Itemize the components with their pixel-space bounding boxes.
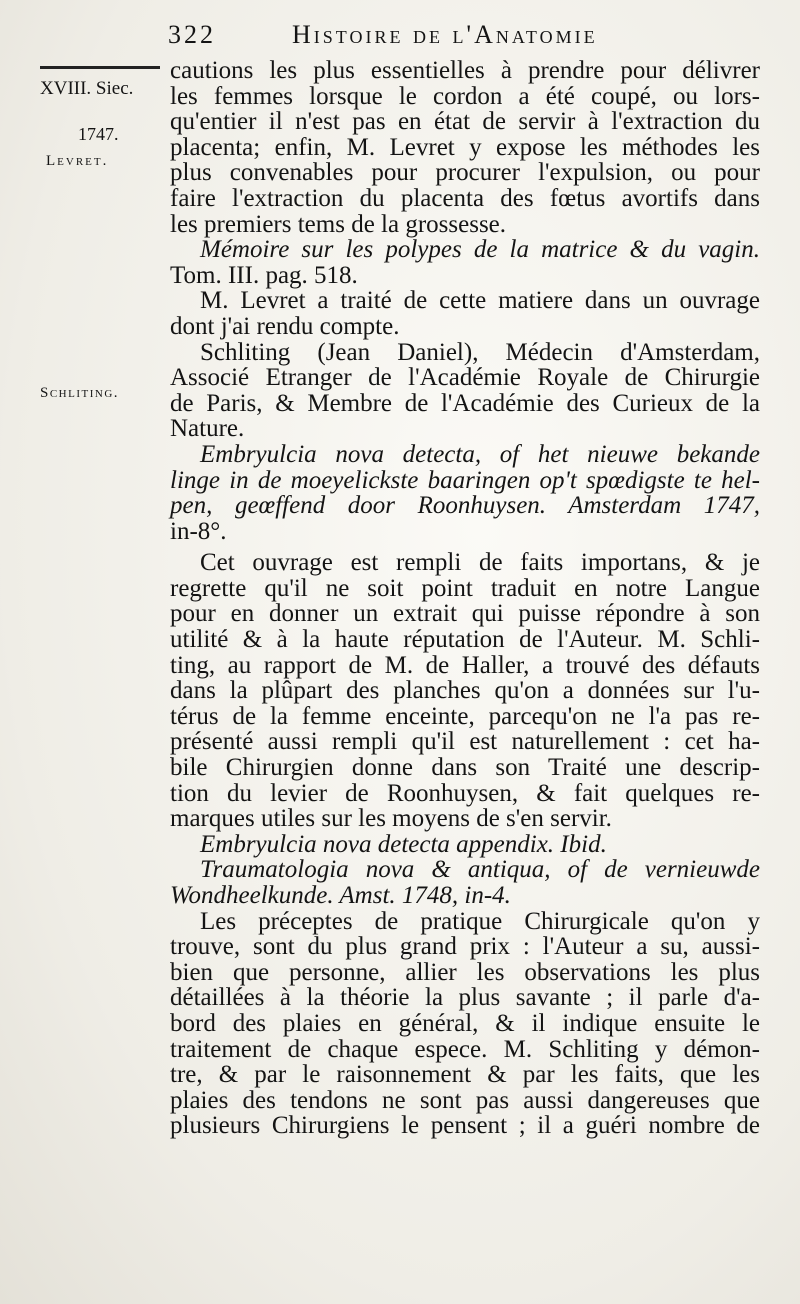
text-line: trouve, sont du plus grand prix : l'Auteur a su, aussi- [170, 933, 760, 961]
page-number: 322 [168, 20, 216, 49]
text-line: qu'entier il n'est pas en état de servir à l'extraction du [170, 108, 760, 136]
text-line: Cet ouvrage est rempli de faits importans, & je [200, 549, 760, 577]
text-line: plus convenables pour procurer l'expulsion, ou pour [170, 159, 760, 187]
text-line: marques utiles sur les moyens de s'en servir. [170, 805, 612, 833]
text-line: bien que personne, allier les observations les plus [170, 958, 760, 986]
text-line: les femmes lorsque le cordon a été coupé, ou lors- [170, 82, 760, 110]
text-line: utilité & à la haute réputation de l'Auteur. M. Schli- [170, 626, 760, 654]
citation-line: linge in de moeyelickste baaringen op't spœdigste te hel- [170, 466, 760, 494]
text-line: de Paris, & Membre de l'Académie des Curieux de la [170, 389, 760, 417]
text-line: Nature. [170, 415, 245, 443]
margin-note-schliting: Schliting. [40, 385, 120, 401]
citation-line: Traumatologia nova & antiqua, of de vernieuwde [200, 856, 760, 884]
text-line: les premiers tems de la grossesse. [170, 210, 507, 238]
text-line: Les préceptes de pratique Chirurgicale qu'on y [200, 907, 760, 935]
text-line: térus de la femme enceinte, parcequ'on ne l'a pas re- [170, 702, 760, 730]
text-line: tre, & par le raisonnement & par les faits, que les [170, 1061, 760, 1089]
text-line: Schliting (Jean Daniel), Médecin d'Amsterdam, [200, 338, 760, 366]
page-header [168, 14, 768, 54]
text-line: bile Chirurgien donne dans son Traité une descrip- [170, 754, 760, 782]
citation-line: pen, geœffend door Roonhuysen. Amsterdam 1747, [170, 492, 760, 520]
text-line: M. Levret a traité de cette matiere dans un ouvrage [200, 287, 760, 315]
citation-line: in-8°. [170, 517, 227, 545]
margin-note-century: XVIII. Siec. [40, 78, 134, 99]
text-line: dans la plûpart des planches qu'on a données sur l'u- [170, 677, 760, 705]
citation-line: Embryulcia nova detecta, of het nieuwe bekande [200, 440, 760, 468]
margin-note-levret: Levret. [46, 153, 109, 169]
text-line: présenté aussi rempli qu'il est naturellement : cet ha- [170, 728, 760, 756]
running-title: Histoire de l'Anatomie [292, 20, 598, 49]
text-line: cautions les plus essentielles à prendre pour délivrer [170, 57, 760, 84]
citation-line: Embryulcia nova detecta appendix. Ibid. [200, 830, 607, 858]
text-line: faire l'extraction du placenta des fœtus avortifs dans [170, 184, 760, 212]
text-line: plaies des tendons ne sont pas aussi dangereuses que [170, 1086, 760, 1114]
text-line: dont j'ai rendu compte. [170, 312, 400, 340]
text-line: bord des plaies en général, & il indique ensuite le [170, 1009, 760, 1037]
margin-rule [40, 66, 160, 69]
text-line: traitement de chaque espece. M. Schliting y démon- [170, 1035, 760, 1063]
text-line: plusieurs Chirurgiens le pensent ; il a guéri nombre de [170, 1112, 760, 1140]
text-line: Associé Etranger de l'Académie Royale de Chirurgie [170, 364, 760, 392]
text-line: détaillées à la théorie la plus savante ; il parle d'a- [170, 984, 760, 1012]
citation-line: Mémoire sur les polypes de la matrice & du vagin. [200, 236, 760, 264]
text-line: placenta; enfin, M. Levret y expose les méthodes les [170, 133, 760, 161]
citation-line: Tom. III. pag. 518. [170, 261, 358, 289]
text-line: pour en donner un extrait qui puisse répondre à son [170, 600, 760, 628]
body-text [170, 58, 760, 1139]
text-line: ting, au rapport de M. de Haller, a trouvé des défauts [170, 651, 760, 679]
citation-line: Wondheelkunde. Amst. 1748, in-4. [170, 882, 511, 909]
margin-note-year: 1747. [78, 124, 119, 144]
text-line: regrette qu'il ne soit point traduit en notre Langue [170, 574, 760, 602]
text-line: tion du levier de Roonhuysen, & fait quelques re- [170, 779, 760, 807]
